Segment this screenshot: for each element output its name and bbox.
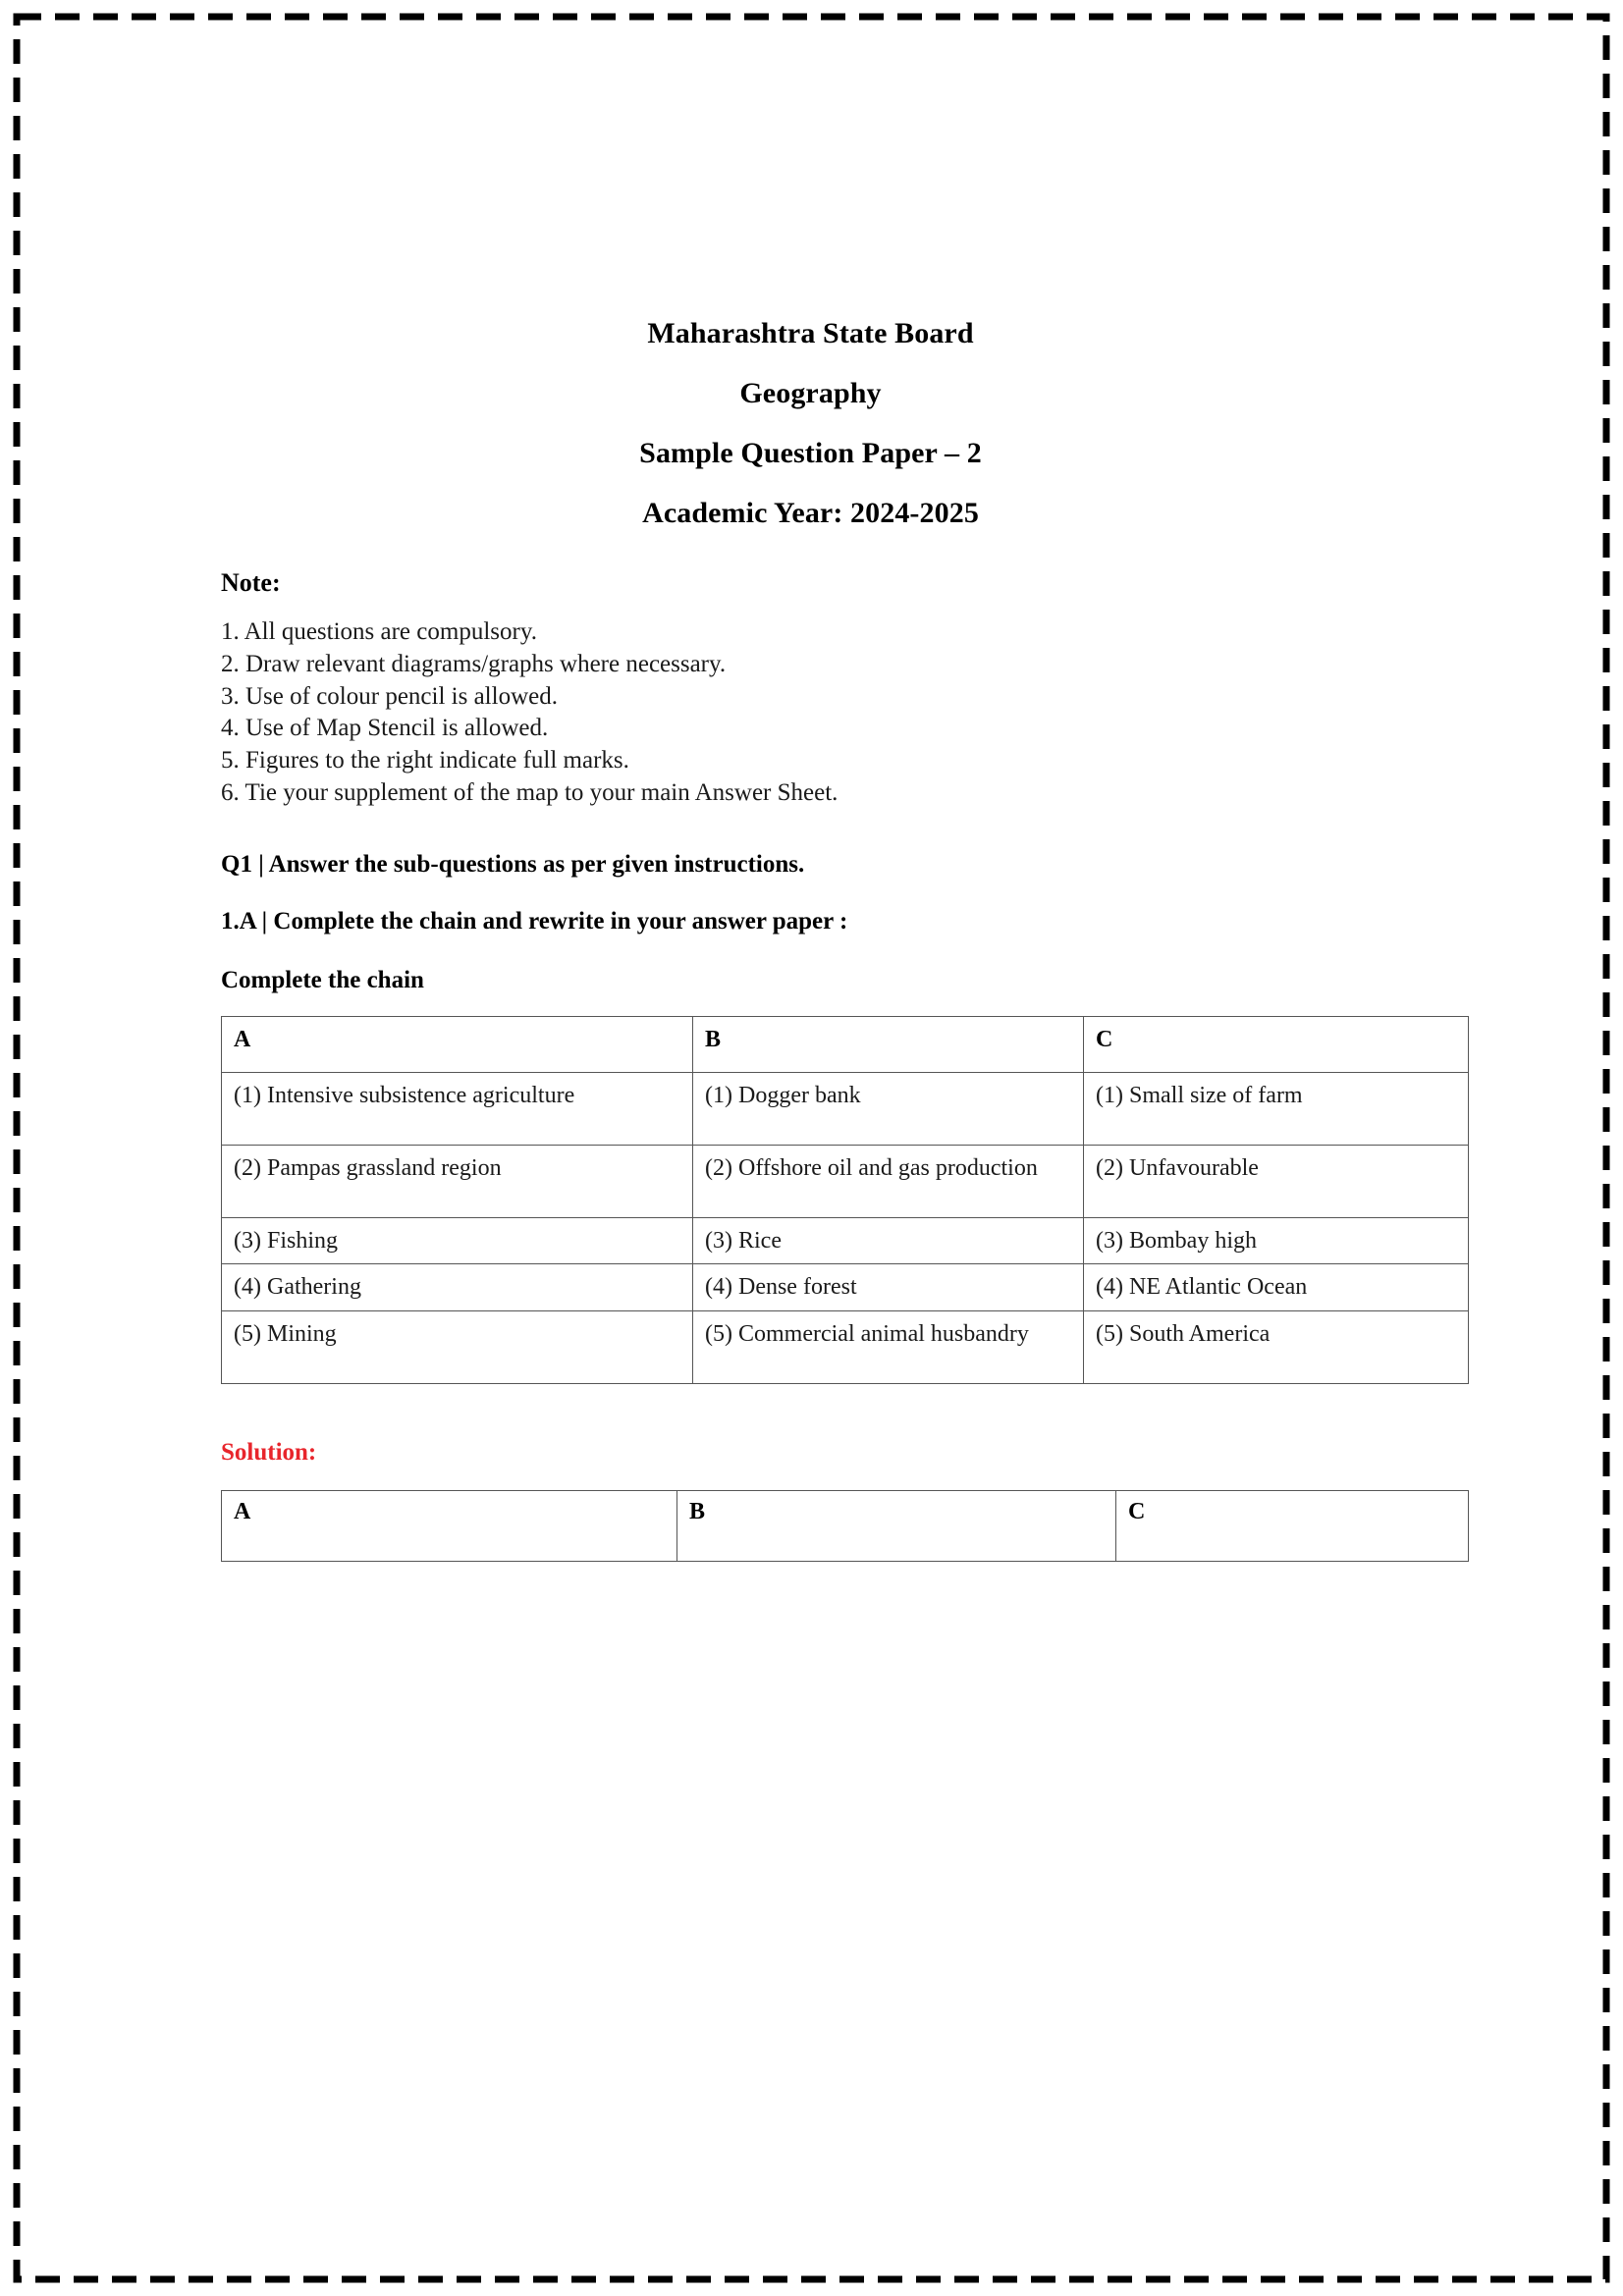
- note-item: 4. Use of Map Stencil is allowed.: [221, 715, 549, 742]
- chain-cell-b3: (3) Rice: [693, 1217, 1084, 1264]
- note-item: 2. Draw relevant diagrams/graphs where necessary.: [221, 650, 727, 677]
- note-item: 3. Use of colour pencil is allowed.: [221, 682, 558, 710]
- chain-cell-b1: (1) Dogger bank: [693, 1073, 1084, 1146]
- chain-cell-a3: (3) Fishing: [222, 1217, 693, 1264]
- chain-cell-c3: (3) Bombay high: [1084, 1217, 1469, 1264]
- chain-cell-c2: (2) Unfavourable: [1084, 1145, 1469, 1217]
- chain-cell-b2: (2) Offshore oil and gas production: [693, 1145, 1084, 1217]
- solution-header-a: A: [222, 1490, 677, 1561]
- chain-cell-c4: (4) NE Atlantic Ocean: [1084, 1264, 1469, 1311]
- solution-header-b: B: [677, 1490, 1116, 1561]
- chain-header-b: B: [693, 1016, 1084, 1073]
- note-item: 1. All questions are compulsory.: [221, 618, 537, 645]
- table-row: [222, 1311, 1469, 1384]
- table-header-row: [222, 1490, 1469, 1561]
- note-item: 6. Tie your supplement of the map to your main Answer Sheet.: [221, 778, 839, 806]
- header-line-subject: Geography: [739, 377, 882, 409]
- chain-cell-a1: (1) Intensive subsistence agriculture: [222, 1073, 693, 1146]
- question-1a-subheading: 1.A | Complete the chain and rewrite in your answer paper :: [221, 907, 848, 934]
- chain-cell-a2: (2) Pampas grassland region: [222, 1145, 693, 1217]
- note-item: 5. Figures to the right indicate full marks.: [221, 747, 629, 774]
- chain-cell-b4: (4) Dense forest: [693, 1264, 1084, 1311]
- question-1-heading: Q1 | Answer the sub-questions as per given instructions.: [221, 850, 805, 878]
- solution-label: Solution:: [221, 1438, 317, 1466]
- complete-the-chain-label: Complete the chain: [221, 966, 424, 993]
- table-row: [222, 1145, 1469, 1217]
- table-header-row: [222, 1016, 1469, 1073]
- chain-cell-a5: (5) Mining: [222, 1311, 693, 1384]
- chain-header-c: C: [1084, 1016, 1469, 1073]
- table-row: [222, 1073, 1469, 1146]
- chain-table: [221, 1016, 1469, 1384]
- table-row: [222, 1264, 1469, 1311]
- table-row: [222, 1217, 1469, 1264]
- chain-header-a: A: [222, 1016, 693, 1073]
- chain-cell-a4: (4) Gathering: [222, 1264, 693, 1311]
- solution-table: [221, 1490, 1469, 1562]
- solution-header-c: C: [1116, 1490, 1469, 1561]
- document-content: [221, 0, 1400, 1562]
- note-list: [221, 618, 1400, 808]
- document-header: [221, 319, 1400, 528]
- header-line-year: Academic Year: 2024-2025: [642, 497, 979, 529]
- header-line-board: Maharashtra State Board: [647, 317, 974, 349]
- chain-cell-c5: (5) South America: [1084, 1311, 1469, 1384]
- chain-cell-c1: (1) Small size of farm: [1084, 1073, 1469, 1146]
- header-line-paper: Sample Question Paper – 2: [639, 437, 982, 469]
- chain-cell-b5: (5) Commercial animal husbandry: [693, 1311, 1084, 1384]
- note-title: Note:: [221, 568, 281, 597]
